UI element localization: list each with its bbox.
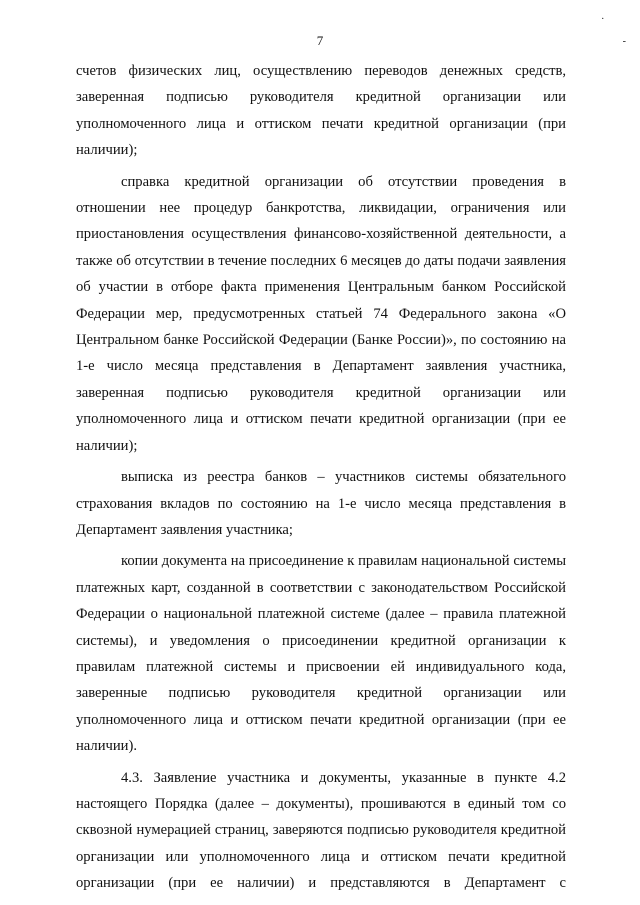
scan-speck-mark: - [622, 36, 626, 47]
paragraph-bank-accounts-continuation: счетов физических лиц, осуществлению переводов денежных средств, заверенная подписью руководителя кредитной организации или уполномоченного лица и оттиском печати кредитной организации (при наличии); [76, 63, 566, 159]
scan-speck-mark: . [601, 11, 604, 22]
paragraph-payment-system-copies: копии документа на присоединение к правилам национальной системы платежных карт, созданной в соответствии с законодательством Российской Федерации о национальной платежной системе (далее – правила платежной системы), и уведомления о присоединении кредитной организации к правилам платежной системы и присвоении ей индивидуального кода, заверенные подписью руководителя кредитной организации или уполномоченного лица и оттиском печати кредитной организации (при ее наличии). [76, 553, 566, 755]
paragraph-section-4-3: 4.3. Заявление участника и документы, указанные в пункте 4.2 настоящего Порядка (далее – документы), прошиваются в единый том со сквозной нумерацией страниц, заверяются подписью руководителя кредитной организации или уполномоченного лица и оттиском печати кредитной организации (при ее наличии) и представляются в Департамент с [76, 769, 566, 892]
paragraph-bank-registry-extract: выписка из реестра банков – участников системы обязательного страхования вкладов по состоянию на 1-е число месяца представления в Департамент заявления участника; [76, 469, 566, 538]
paragraph-bank-certificate: справка кредитной организации об отсутствии проведения в отношении нее процедур банкротства, ликвидации, ограничения или приостановления осуществления финансово-хозяйственной деятельности, а также об отсутствии в течение последних 6 месяцев до даты подачи заявления об участии в отборе факта применения Центральным банком Российской Федерации мер, предусмотренных статьей 74 Федерального закона «О Центральном банке Российской Федерации (Банке России)», по состоянию на 1-е число месяца представления в Департамент заявления участника, заверенная подписью руководителя кредитной организации или уполномоченного лица и оттиском печати кредитной организации (при ее наличии); [76, 173, 566, 454]
page-number: 7 [316, 33, 324, 48]
document-body [76, 58, 566, 897]
